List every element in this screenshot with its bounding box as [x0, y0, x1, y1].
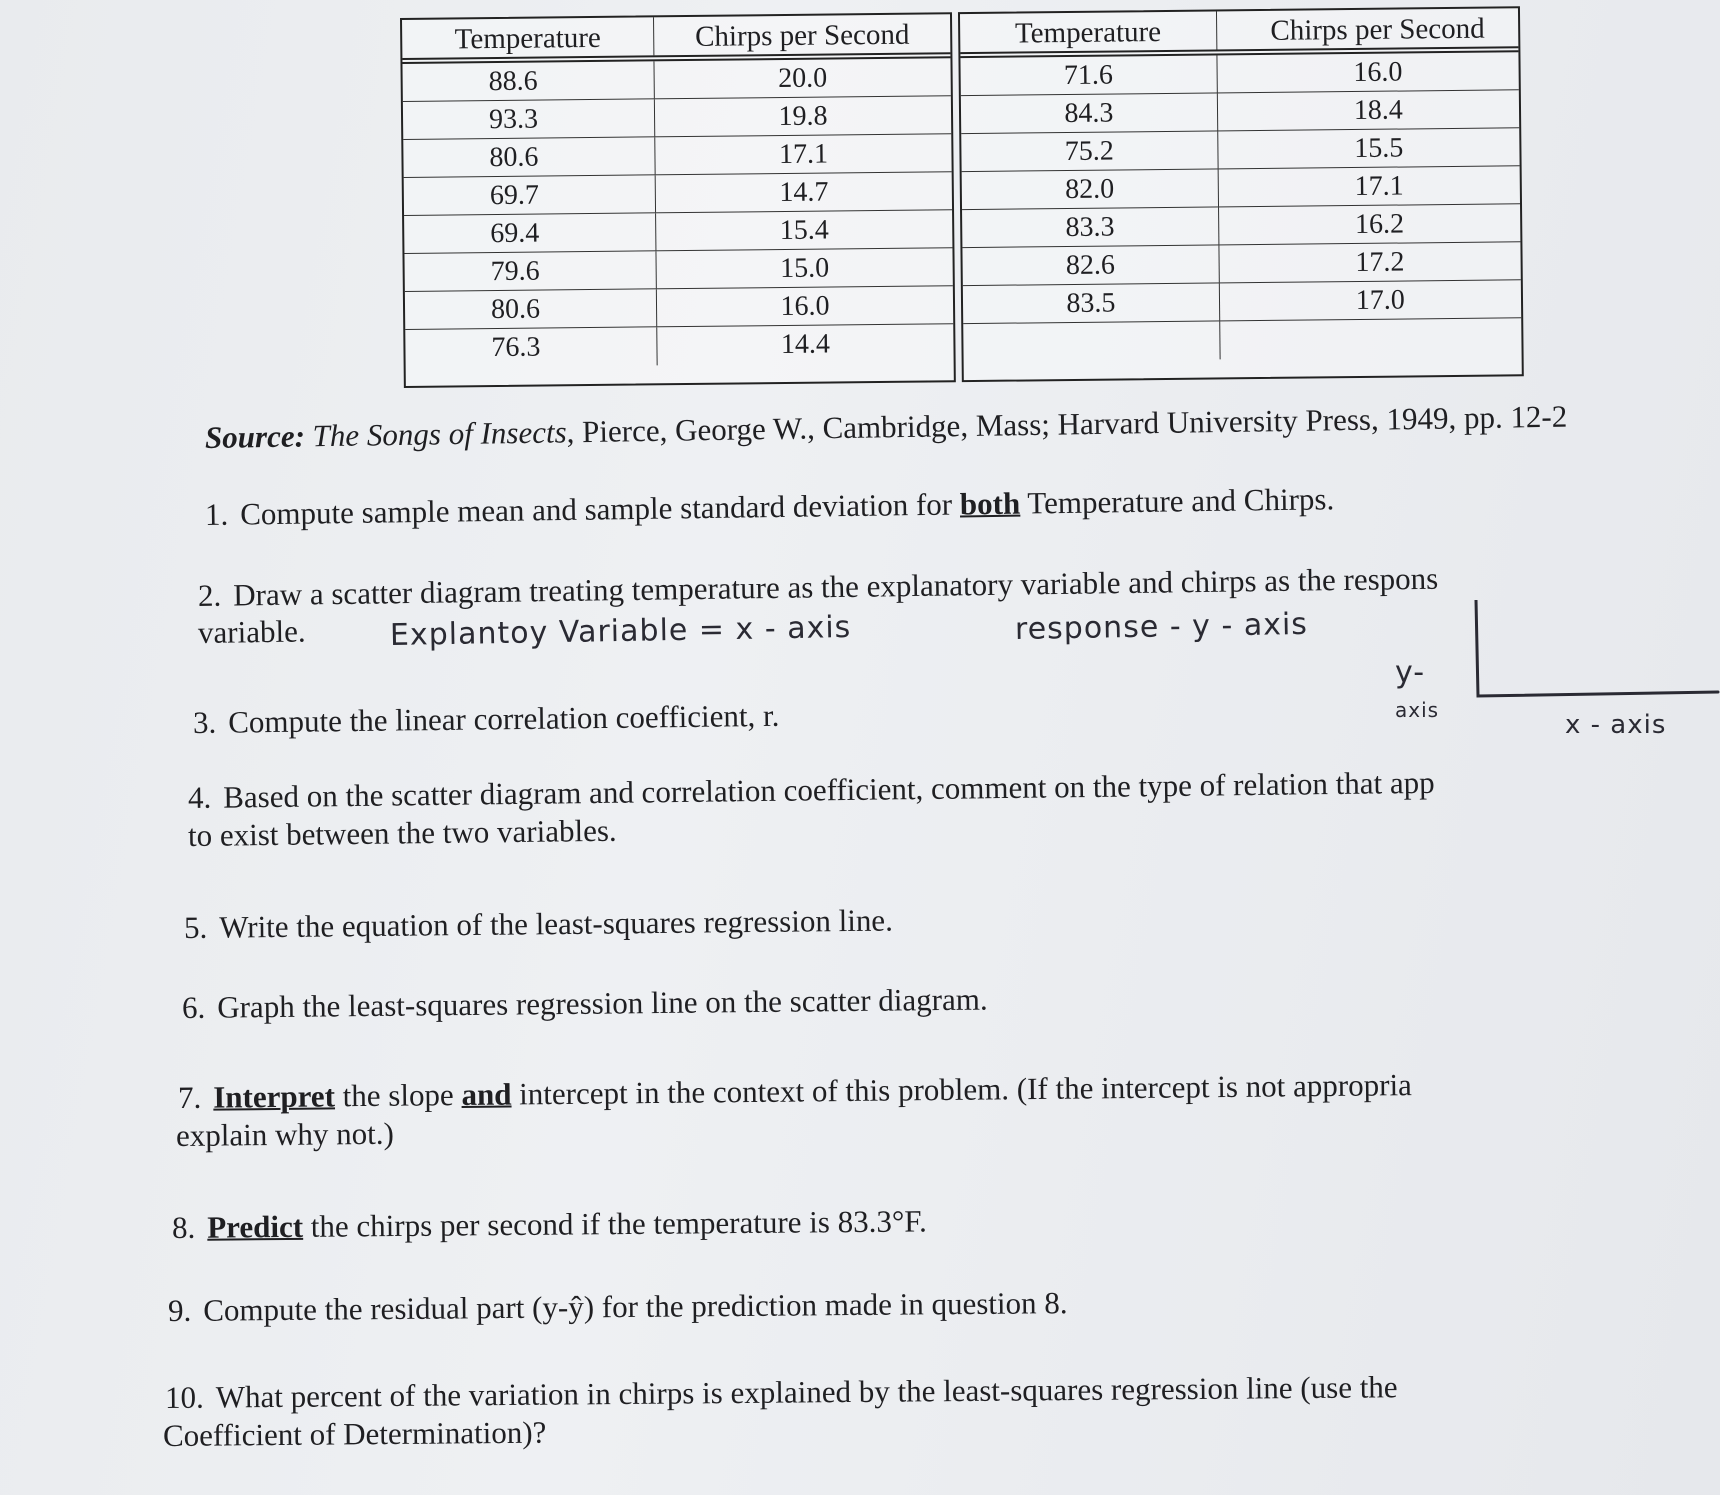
cell-temperature: 75.2: [961, 131, 1218, 171]
table-header: [960, 8, 1518, 58]
table-row: [405, 324, 953, 368]
question-5: 5. Write the equation of the least-squares regression line.: [183, 902, 894, 945]
header-temperature: Temperature: [960, 11, 1217, 52]
question-4-cont: to exist between the two variables.: [187, 812, 617, 853]
handwritten-axes-sketch: [1470, 600, 1720, 710]
question-1: 1. Compute sample mean and sample standard deviation for both Temperature and Chirps.: [204, 481, 1335, 532]
cell-chirps: [1220, 318, 1522, 359]
cell-temperature: 82.6: [962, 245, 1219, 285]
question-10-cont: Coefficient of Determination)?: [162, 1414, 547, 1453]
handwritten-y-axis-label: y- axis: [1395, 655, 1440, 722]
cell-chirps: 15.4: [779, 214, 829, 247]
cell-temperature: 69.7: [404, 175, 656, 215]
cell-chirps: 17.2: [1355, 246, 1405, 279]
table-row: [962, 242, 1520, 286]
table-row: [404, 248, 952, 292]
table-row: [404, 210, 952, 254]
handwritten-note-explanatory: Explantoy Variable = x - axis: [389, 609, 852, 653]
cell-chirps: 15.0: [780, 252, 830, 285]
cell-chirps: 14.7: [779, 176, 829, 209]
cell-temperature: [963, 321, 1220, 362]
cell-temperature: 83.3: [962, 207, 1219, 247]
table-right-half: [958, 6, 1524, 382]
handwritten-x-axis-label: x - axis: [1565, 710, 1667, 740]
cell-temperature: 71.6: [960, 55, 1217, 95]
question-10: 10. What percent of the variation in chirps is explained by the least-squares regression line (use the: [164, 1369, 1398, 1415]
question-8: 8. Predict the chirps per second if the temperature is 83.3°F.: [171, 1203, 927, 1245]
cell-chirps: 18.4: [1353, 94, 1404, 127]
table-row: [403, 96, 951, 140]
cell-chirps: 16.0: [1353, 56, 1403, 89]
cell-chirps: 20.0: [778, 62, 828, 95]
table-header: [402, 14, 950, 64]
cell-temperature: 84.3: [961, 93, 1218, 133]
cell-chirps: 16.0: [780, 290, 830, 323]
cell-chirps: 15.5: [1354, 132, 1404, 165]
table-row: [963, 318, 1521, 362]
cell-temperature: 88.6: [402, 61, 654, 101]
cell-temperature: 82.0: [962, 169, 1219, 209]
cell-temperature: 80.6: [405, 289, 657, 329]
axes-lines: [1476, 600, 1718, 696]
question-3: 3. Compute the linear correlation coefficient, r.: [192, 697, 780, 740]
handwritten-note-response: response - y - axis: [1014, 606, 1309, 647]
table-row: [960, 52, 1518, 96]
table-row: [961, 90, 1519, 134]
table-row: [405, 286, 953, 330]
table-left-half: [400, 12, 956, 388]
cell-temperature: 80.6: [403, 137, 655, 177]
question-7: 7. Interpret the slope and intercept in the context of this problem. (If the intercept is not appropria: [177, 1067, 1413, 1115]
table-row: [403, 134, 951, 178]
table-row: [962, 204, 1520, 248]
cell-chirps: 17.1: [1354, 170, 1404, 203]
source-citation: Source: The Songs of Insects, Pierce, George W., Cambridge, Mass; Harvard University Press, 1949, pp. 12-2: [204, 398, 1568, 455]
header-temperature: Temperature: [402, 17, 654, 58]
cricket-data-table: [400, 6, 1524, 388]
header-chirps: Chirps per Second: [694, 18, 910, 53]
table-row: [404, 172, 952, 216]
cell-chirps: 17.1: [778, 138, 829, 171]
question-9: 9. Compute the residual part (y-ŷ) for the prediction made in question 8.: [167, 1285, 1068, 1328]
cell-temperature: 79.6: [404, 251, 656, 291]
cell-chirps: 19.8: [778, 100, 828, 133]
header-chirps: Chirps per Second: [1270, 12, 1485, 47]
question-7-cont: explain why not.): [175, 1115, 394, 1153]
cell-chirps: 16.2: [1354, 208, 1405, 241]
question-4: 4. Based on the scatter diagram and correlation coefficient, comment on the type of relation that app: [187, 764, 1435, 815]
cell-chirps: 14.4: [780, 328, 831, 361]
question-6: 6. Graph the least-squares regression line on the scatter diagram.: [181, 981, 988, 1025]
table-row: [961, 128, 1519, 172]
table-row: [402, 58, 950, 102]
question-2: 2. Draw a scatter diagram treating temperature as the explanatory variable and chirps as the respons: [197, 560, 1439, 613]
cell-temperature: 76.3: [405, 327, 657, 368]
cell-chirps: 17.0: [1355, 284, 1405, 317]
cell-temperature: 83.5: [963, 283, 1220, 323]
question-2-cont: variable.: [197, 613, 306, 650]
table-row: [962, 166, 1520, 210]
cell-temperature: 93.3: [403, 99, 655, 139]
table-row: [963, 280, 1521, 324]
cell-temperature: 69.4: [404, 213, 656, 253]
